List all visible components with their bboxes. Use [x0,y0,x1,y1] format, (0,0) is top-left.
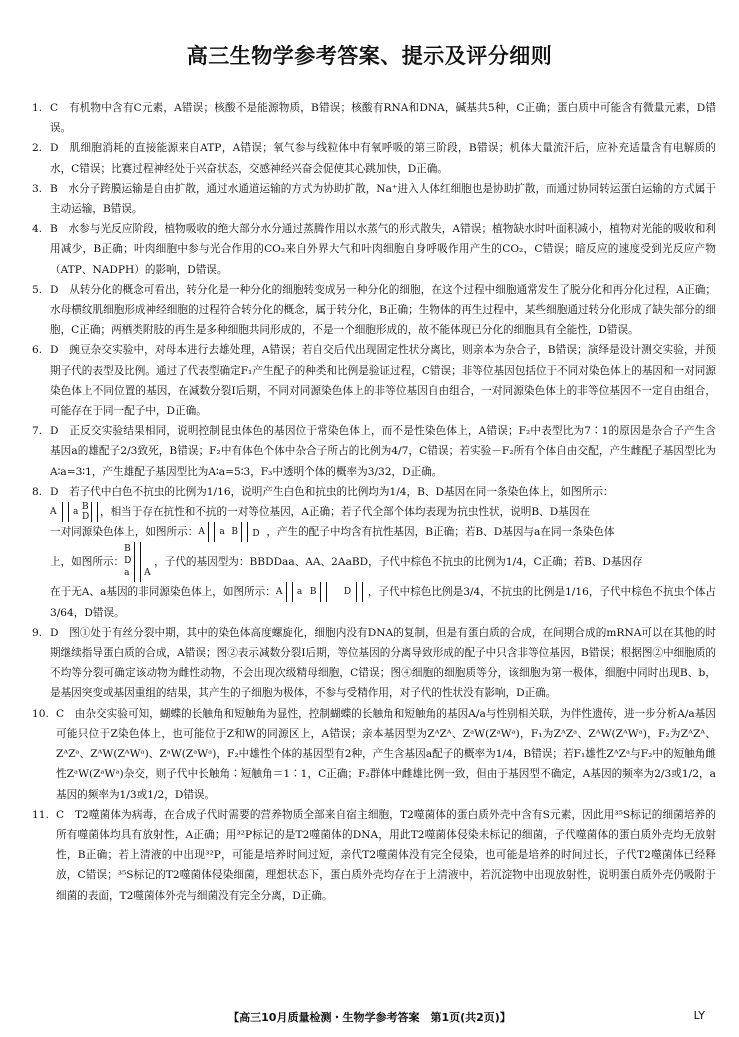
item-text: C 有机物中含有C元素，A错误；核酸不是能源物质，B错误；核酸有RNA和DNA，碱基共5种，C正确；蛋白质中可能含有微量元素，D错误。 [50,102,716,135]
chromosome-diagram-4 [276,582,368,602]
answer-item [32,179,716,219]
item-text: D 从转分化的概念可看出，转分化是一种分化的细胞转变成另一种分化的细胞，在这个过程中细胞通常发生了脱分化和再分化过程，A正确；水母横纹肌细胞形成神经细胞的过程符合转分化的概念，属于转分化，B正确；生物体的再生过程中，某些细胞通过转分化形成了缺失部分的细胞，C正确；两栖类附肢的再生是多种细胞共同形成的，不是一个细胞形成的，故不能体现已分化的细胞具有全能性，D错误。 [50,283,716,337]
gene-label-B: B [231,527,238,538]
page-title: 高三生物学参考答案、提示及评分细则 [186,44,553,68]
item-number: 11. [32,808,49,821]
gene-label-a: a [124,568,130,579]
page-footer: 【高三10月质量检测・生物学参考答案 第1页(共2页)】 [228,1011,511,1024]
answer-item [32,98,716,138]
gene-label-A: A [275,587,283,598]
item8-text-3: 一对同源染色体上，如图所示： [50,526,199,539]
item-text: D 图①处于有丝分裂中期，其中的染色体高度螺旋化，细胞内没有DNA的复制，但是有蛋白质的合成，在间期合成的mRNA可以在其他的时期继续指导蛋白质的合成，A错误；图②表示减数分裂Ⅰ后期，等位基因的分离导致形成的配子中只含非等位基因，B错误；根据图②中细胞质的不均等分裂可确定该动物为雌性动物，不会出现次级精母细胞，C错误；图④细胞的细胞质等分，该细胞为第一极体，细胞中同时出现B、b，是基因突变或基因重组的结果，其产生的子细胞为极体，不参与受精作用，对子代的性状没有影响，D正确。 [50,626,716,700]
item-text: B 水分子跨膜运输是自由扩散，通过水通道运输的方式为协助扩散，Na⁺进入人体红细胞也是协助扩散，而通过协同转运蛋白运输的方式属于主动运输，B错误。 [50,182,716,216]
item-number: 6. [32,344,43,357]
item-number: 4. [32,223,43,236]
item8-text-5: 上，如图所示： [50,556,125,569]
item-text: C T2噬菌体为病毒，在合成子代时需要的营养物质全部来自宿主细胞，T2噬菌体的蛋白质外壳中含有S元素，因此用³⁵S标记的细菌培养的所有噬菌体均具有放射性，A正确；用³²P标记的是T2噬菌体的DNA，用此T2噬菌体侵染未标记的细菌，子代噬菌体的蛋白质外壳均无放射性，B正确；若上清液的中出现³²P，可能是培养时间过短，亲代T2噬菌体没有完全侵染，也可能是培养的时间过长，子代T2噬菌体已经释放，C错误；³⁵S标记的T2噬菌体侵染细菌，理想状态下，蛋白质外壳均存在于上清液中，若沉淀物中出现放射性，说明蛋白质外壳仍吸附于细菌的表面，T2噬菌体外壳与细菌没有完全分离，D正确。 [56,808,716,902]
answer-content [32,98,716,906]
chromosome-diagram-3 [124,542,154,582]
gene-label-D: D [252,529,260,540]
answer-item [32,704,716,805]
item-text: D 豌豆杂交实验中，对母本进行去雄处理，A错误；若自交后代出现固定性状分离比，则亲本为杂合子，B错误；演绎是设计测交实验，并预期子代的表型及比例。通过了代表型确定F₁产生配子的种类和比例是验证过程，C错误；非等位基因包括位于不同对染色体上的基因和一对同源染色体上不同位置的基因，在减数分裂Ⅰ后期，不同对同源染色体上的非等位基因自由组合，一对同源染色体上的非等位基因不一定自由组合，可能存在于同一配子中，D正确。 [50,344,716,418]
gene-label-D: D [124,556,132,567]
item-text: B 水参与光反应阶段，植物吸收的绝大部分水分通过蒸腾作用以水蒸气的形式散失，A错误；植物缺水时叶面积减小，植物对光能的吸收和利用减少，B正确；叶肉细胞中参与光合作用的CO₂来自外界大气和叶肉细胞自身呼吸作用产生的CO₂，C错误；暗反应的速度受到光反应产物（ATP、NADPH）的影响，D错误。 [50,223,716,276]
item8-text-7: 在于无A、a基因的非同源染色体上，如图所示： [50,586,276,599]
item-number: 2. [32,142,43,155]
gene-label-A: A [144,568,151,579]
answer-item [32,623,716,704]
gene-label-a: a [296,587,303,598]
gene-label-B: B [309,587,317,598]
item8-text-2: ，相当于存在抗性和不抗的一对等位基因，A正确；若子代全部个体均表现为抗虫性状，说明B、D基因在 [100,506,591,519]
chromosome-diagram-1 [50,502,100,522]
gene-label-a: a [219,527,225,538]
item-number: 1. [32,102,43,114]
gene-label-B: B [82,502,89,513]
gene-label-B: B [124,544,131,555]
answer-item [32,421,716,482]
item8-text-8: ，子代中棕色比例是3/4，不抗虫的比例是1/16，子代中棕色不抗虫个体占3/64，D错误。 [50,586,717,619]
answer-item-8 [32,482,716,623]
answer-item [32,280,716,341]
item8-text-1: D 若子代中白色不抗虫的比例为1/16，说明产生白色和抗虫的比例均为1/4，B、D基因在同一条染色体上，如图所示： [50,485,614,498]
item-number: 7. [32,425,43,438]
item-number: 10. [32,707,49,720]
chromosome-diagram-2 [198,522,266,542]
item-number: 5. [32,283,43,296]
answer-item [32,138,716,178]
item-number: 9. [32,626,43,639]
gene-label-D: D [82,512,90,523]
item-text: D 肌细胞消耗的直接能源来自ATP，A错误；氧气参与线粒体中有氧呼吸的第三阶段，B错误；机体大量流汗后，应补充适量含有电解质的水，C错误；比赛过程神经处于兴奋状态，交感神经兴奋会促使其心跳加快，D正确。 [50,142,716,175]
footer-code: LY [693,1009,705,1022]
gene-label-a: a [73,507,79,518]
item8-text-6: ，子代的基因型为：BBDDaa、AA、2AaBD，子代中棕色不抗虫的比例为1/4，C正确；若B、D基因存 [154,556,643,569]
item-number: 3. [32,182,43,195]
answer-item [32,340,716,421]
item8-text-4: ，产生的配子中均含有抗性基因，B正确；若B、D基因与a在同一条染色体 [266,526,615,539]
gene-label-D: D [343,587,352,598]
item-text: D 正反交实验结果相同，说明控制昆虫体色的基因位于常染色体上，而不是性染色体上，A错误；F₂中表型比为7∶1的原因是杂合子产生含基因a的雄配子2/3致死，B错误；F₂中有体色个体中杂合子所占的比例为4/7，C错误；若实验－F₂所有个体自由交配，产生雌配子基因型比为A∶a=3∶1，产生雄配子基因型比为A∶a=5∶3，F₃中透明个体的概率为3/32，D正确。 [50,425,716,478]
answer-item [32,219,716,280]
item-number: 8. [32,485,43,498]
item-text: C 由杂交实验可知，蝴蝶的长触角和短触角为显性，控制蝴蝶的长触角和短触角的基因A/a与性别相关联，为伴性遗传，进一步分析A/a基因可能只位于Z染色体上，也可能位于Z和W的同源区上，A错误；亲本基因型为ZᴬZᴬ、ZᵃW(ZᵃWᵃ)，F₁为ZᴬZᵃ、ZᴬW(ZᴬWᵃ)，F₂为ZᴬZᴬ、ZᴬZᵃ、ZᴬW(ZᴬWᵃ)、ZᵃW(ZᵃWᵃ)，F₂中雄性个体的基因型有2种，产生含基因a配子的概率为1/4，B错误；若F₁雄性ZᴬZᵃ与F₂中的短触角雌性ZᵃW(ZᵃWᵃ)杂交，则子代中长触角∶短触角＝1∶1，C正确；F₂群体中雌雄比例一致，但由于基因型不确定，A基因的频率为2/3或1/2，a基因的频率为1/3或1/2，D错误。 [56,707,716,801]
answer-item [32,805,716,906]
gene-label-A: A [198,527,205,538]
gene-label-A: A [50,507,57,518]
